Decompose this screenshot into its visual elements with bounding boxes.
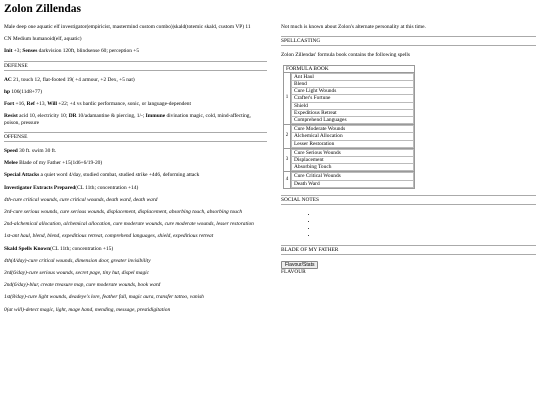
formula-spell: Crafter's Fortune bbox=[291, 95, 414, 102]
resist-line bbox=[4, 113, 267, 125]
extract-level-4: 4th-cure critical wounds, cure critical wounds, death ward, death ward bbox=[4, 196, 158, 203]
speed-label: Speed bbox=[4, 148, 18, 155]
melee-line bbox=[4, 160, 267, 166]
formula-spell-list bbox=[290, 149, 414, 172]
will-value: +22; +4 vs bardic performance, sonic, or language-dependent bbox=[57, 101, 191, 108]
list-item bbox=[317, 211, 536, 218]
extracts-label: Investigator Extracts Prepared bbox=[4, 184, 76, 191]
melee-label: Melee bbox=[4, 160, 18, 167]
resist-value: acid 10, electricity 10; bbox=[17, 113, 69, 120]
formula-spell: Displacement bbox=[291, 157, 414, 164]
skald-spells-label: Skald Spells Known bbox=[4, 245, 51, 252]
formula-spell: Ant Haul bbox=[291, 73, 414, 81]
formula-level-row bbox=[284, 125, 414, 149]
skald-level-2: 2nd(6/day)-blur, create treasure map, cure moderate wounds, book ward bbox=[4, 282, 161, 289]
formula-spell: Death Ward bbox=[291, 181, 414, 188]
formula-spell: Cure Light Wounds bbox=[291, 88, 414, 95]
formula-spell: Expeditious Retreat bbox=[291, 110, 414, 117]
ac-label: AC bbox=[4, 76, 12, 83]
left-column bbox=[4, 24, 267, 319]
formula-level-number: 2 bbox=[285, 133, 289, 139]
extracts-value: (CL 11th; concentration +14) bbox=[75, 184, 139, 191]
dr-label: DR bbox=[68, 113, 77, 120]
formula-book-table bbox=[283, 65, 415, 189]
ac-value: 21, touch 12, flat-footed 19( +4 armour, +2 Dex, +5 nat) bbox=[11, 76, 135, 83]
offense-header: OFFENSE bbox=[4, 132, 267, 142]
formula-spell-list bbox=[290, 125, 414, 148]
saves-line bbox=[4, 101, 267, 107]
right-column bbox=[281, 24, 536, 275]
skald-level-4: 4th(4/day)-cure critical wounds, dimension door, greater invisibility bbox=[4, 257, 151, 264]
formula-spell: Cure Serious Wounds bbox=[291, 149, 414, 157]
ref-value: +13, bbox=[34, 101, 48, 108]
will-label: Will bbox=[47, 101, 58, 108]
skald-level-0: 0(at will)-detect magic, light, mage hand, mending, message, prestidigitation bbox=[4, 306, 171, 313]
skald-level-3: 3rd(6/day)-cure serious wounds, secret page, tiny hut, dispel magic bbox=[4, 270, 150, 277]
formula-spell: Shield bbox=[291, 103, 414, 110]
fort-value: +16, bbox=[14, 101, 27, 108]
formula-level-row bbox=[284, 149, 414, 173]
formula-spell: Blend bbox=[291, 81, 414, 88]
type-line: CN Medium humanoid(elf, aquatic) bbox=[4, 36, 82, 43]
skald-spells-value: (CL 11th; concentration +15) bbox=[50, 245, 114, 252]
social-notes-list bbox=[281, 211, 536, 239]
hp-label: hp bbox=[4, 89, 10, 96]
formula-spell-list bbox=[290, 73, 414, 124]
extract-level-3: 3rd-cure serious wounds, cure serious wounds, displacement, displacement, absorbing touch, absorbing touch bbox=[4, 209, 243, 216]
blade-of-my-father-header: BLADE OF MY FATHER bbox=[281, 245, 536, 255]
immune-label: Immune bbox=[145, 113, 166, 120]
formula-spell: Absorbing Touch bbox=[291, 164, 414, 171]
intro-line: Male deep one aquatic elf investigator(empiricist, mastermind custom combo)|skald(totemic skald, custom VP) 11 bbox=[4, 24, 251, 30]
formula-level-row bbox=[284, 73, 414, 125]
extract-level-1: 1st-ant haul, blend, blend, expeditious retreat, comprehend languages, shield, expeditious retreat bbox=[4, 233, 214, 240]
list-item bbox=[317, 232, 536, 239]
skald-level-1: 1st(8/day)-cure light wounds, deadeye's lore, feather fall, magic aura, transfer tattoo, vanish bbox=[4, 294, 204, 301]
formula-spell-list bbox=[290, 172, 414, 187]
flavour-label: FLAVOUR bbox=[281, 269, 306, 276]
special-attacks-label: Special Attacks bbox=[4, 172, 40, 179]
senses-value: darkvision 120ft, blindsense 60; perception +5 bbox=[37, 48, 140, 55]
init-value: +3; bbox=[12, 48, 23, 55]
formula-spell: Cure Moderate Wounds bbox=[291, 125, 414, 133]
senses-label: Senses bbox=[22, 48, 38, 55]
special-attacks-value: a quiet word 4/day, studied combat, studied strike +4d6, deforming attack bbox=[39, 172, 200, 179]
formula-spell: Lesser Restoration bbox=[291, 141, 414, 148]
melee-value: Blade of my Father +15(1d6+6/19-20) bbox=[17, 160, 103, 167]
formula-intro: Zolon Zillendas' formula book contains the following spells bbox=[281, 52, 410, 59]
speed-line bbox=[4, 148, 267, 154]
init-label: Init bbox=[4, 48, 13, 55]
ref-label: Ref bbox=[26, 101, 35, 108]
flavour-stats-toggle-wrapper bbox=[281, 261, 536, 269]
special-attacks-line bbox=[4, 172, 267, 178]
skald-spells-line bbox=[4, 246, 267, 252]
spellcasting-header: SPELLCASTING bbox=[281, 36, 536, 46]
speed-value: 30 ft. swim 30 ft. bbox=[17, 148, 57, 155]
defense-header: DEFENSE bbox=[4, 61, 267, 71]
hp-value: 106(11d8+77) bbox=[10, 89, 43, 96]
formula-book-title: FORMULA BOOK bbox=[284, 66, 414, 73]
formula-spell: Alchemical Allocation bbox=[291, 133, 414, 140]
ac-line bbox=[4, 77, 267, 83]
extracts-line bbox=[4, 185, 267, 191]
extract-level-2: 2nd-alchemical allocation, alchemical allocation, cure moderate wounds, cure moderate wounds, lesser restoration bbox=[4, 221, 254, 228]
resist-label: Resist bbox=[4, 113, 18, 120]
list-item bbox=[317, 225, 536, 232]
flavour-stats-button[interactable]: Flavour/Stats bbox=[281, 261, 318, 269]
formula-spell: Comprehend Languages bbox=[291, 117, 414, 124]
init-senses-line bbox=[4, 48, 267, 54]
list-item bbox=[317, 218, 536, 225]
formula-spell: Cure Critical Wounds bbox=[291, 172, 414, 180]
dr-value: 10/adamantine & piercing, 1/-; bbox=[76, 113, 146, 120]
hp-line bbox=[4, 89, 267, 95]
social-notes-header: SOCIAL NOTES bbox=[281, 195, 536, 205]
formula-level-row bbox=[284, 172, 414, 187]
page-title: Zolon Zillendas bbox=[4, 3, 82, 15]
alternate-personality-text: Not much is known about Zolon's alternate personality at this time. bbox=[281, 24, 426, 30]
formula-level-number: 3 bbox=[285, 157, 289, 163]
formula-level-number: 4 bbox=[285, 177, 289, 183]
immune-value: divination magic, cold, mind-affecting, poison, pressure bbox=[4, 113, 251, 126]
formula-level-number: 1 bbox=[285, 95, 289, 101]
fort-label: Fort bbox=[4, 101, 15, 108]
